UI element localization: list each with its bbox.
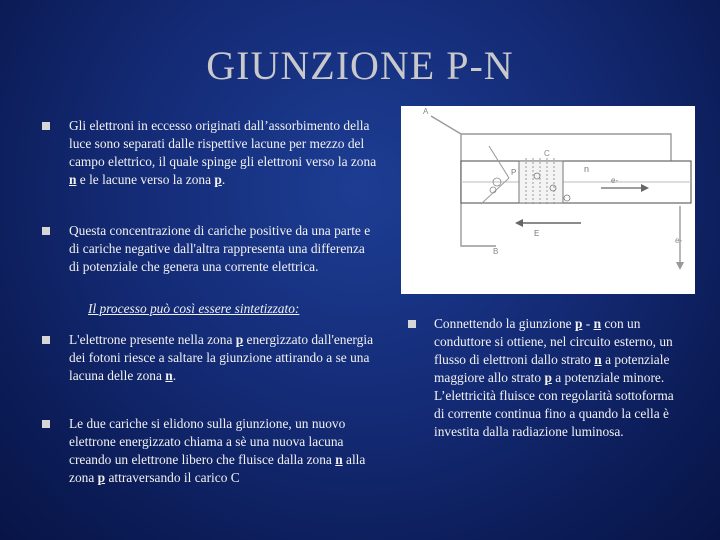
- bullet-external-circuit: [434, 315, 684, 441]
- bullet-text: Questa concentrazione di cariche positive da una parte e di cariche negative dall'altra rappresenta una differenza di potenziale che genera una corrente elettrica.: [69, 223, 371, 274]
- label-p: P: [511, 168, 517, 177]
- bullet-text: Le due cariche si elidono sulla giunzione, un nuovo elettrone energizzato chiama a sè una nuova lacuna creando un elettrone libero che fluisce dalla zona n alla zona p attraversando il carico C: [69, 416, 366, 485]
- label-b: B: [493, 247, 499, 256]
- label-e-right: e-: [675, 236, 683, 245]
- bullet-electron-jump: [69, 331, 374, 385]
- bullet-marker: [42, 122, 50, 130]
- bullet-text: Connettendo la giunzione p - n con un conduttore si ottiene, nel circuito esterno, un flusso di elettroni dallo strato n a potenziale maggiore allo strato p a potenziale minore. L’elettricità fluisce con regolarità sottoforma di corrente continua fino a quando la cella è investita dalla radiazione luminosa.: [434, 316, 674, 439]
- process-intro: Il processo può così essere sintetizzato:: [88, 301, 300, 316]
- bullet-charges-cancel: [69, 415, 379, 487]
- bullet-electron-separation: [69, 117, 384, 189]
- bullet-charge-concentration: [69, 222, 374, 276]
- bullet-marker: [42, 420, 50, 428]
- slide-title: GIUNZIONE P-N: [206, 43, 514, 88]
- label-a: A: [423, 107, 429, 116]
- label-n: n: [584, 164, 590, 174]
- label-e-field: E: [534, 229, 540, 238]
- label-e-minus: e-: [611, 176, 619, 185]
- bullet-marker: [42, 336, 50, 344]
- label-c: C: [544, 149, 550, 158]
- bullet-marker: [408, 320, 416, 328]
- bullet-text: Gli elettroni in eccesso originati dall’assorbimento della luce sono separati dalle rispettive lacune per mezzo del campo elettrico, il quale spinge gli elettroni verso la zona n e le lacune verso la zona p.: [69, 118, 377, 187]
- bullet-text: L'elettrone presente nella zona p energizzato dall'energia dei fotoni riesce a saltare la giunzione attirando a se una lacuna delle zona n.: [69, 332, 374, 383]
- bullet-marker: [42, 227, 50, 235]
- pn-junction-svg: [401, 106, 695, 294]
- pn-junction-diagram: [401, 106, 695, 294]
